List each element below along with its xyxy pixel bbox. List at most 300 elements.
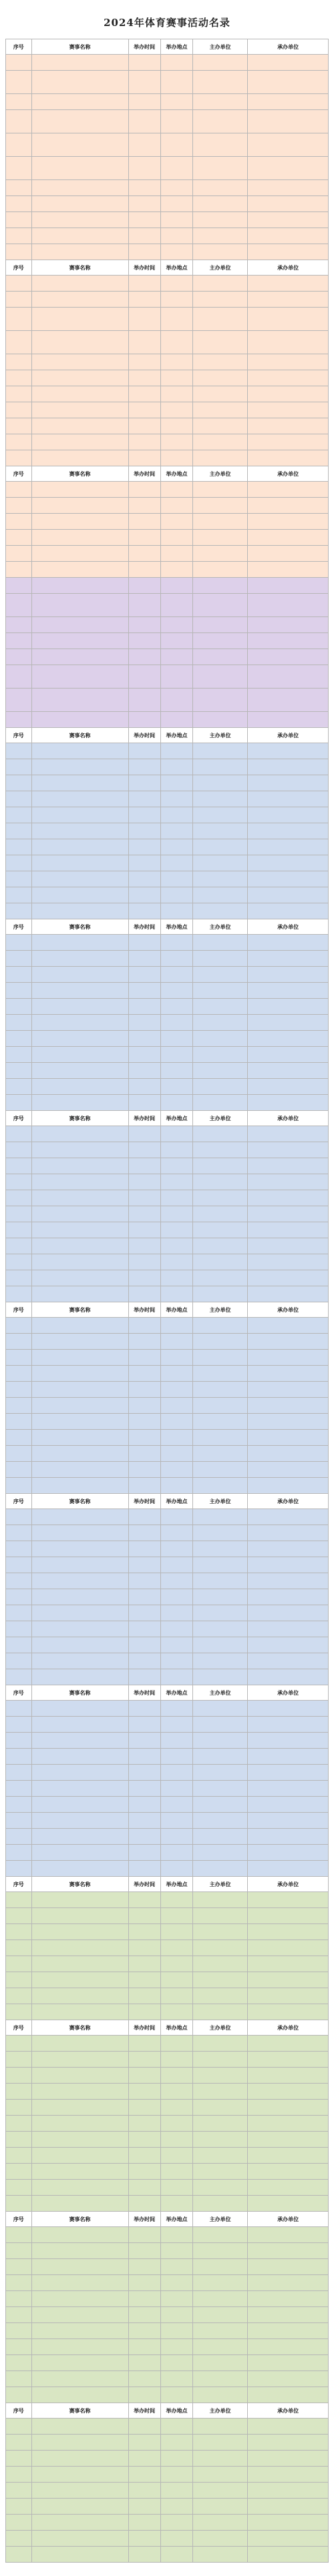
table-row <box>6 1701 329 1717</box>
table-cell <box>248 1557 329 1573</box>
table-cell <box>160 1829 192 1845</box>
table-cell <box>193 482 248 498</box>
table-cell <box>128 157 160 180</box>
table-row <box>6 1972 329 1988</box>
table-cell <box>6 308 32 331</box>
table-cell <box>128 2148 160 2164</box>
table-cell <box>160 665 192 689</box>
table-cell <box>193 1366 248 1382</box>
table-cell <box>6 617 32 633</box>
table-row <box>6 55 329 71</box>
table-cell <box>160 2259 192 2275</box>
table-cell <box>160 1286 192 1302</box>
table-cell <box>31 1940 128 1956</box>
table-row <box>6 2355 329 2371</box>
table-cell <box>193 2100 248 2116</box>
table-cell <box>6 2148 32 2164</box>
column-header: 举办地点 <box>160 2403 192 2419</box>
table-cell <box>6 2515 32 2531</box>
column-header: 赛事名称 <box>31 1302 128 1318</box>
table-row <box>6 1334 329 1350</box>
table-cell <box>6 823 32 839</box>
table-cell <box>31 999 128 1015</box>
table-header-row <box>6 919 329 935</box>
table-cell <box>6 244 32 260</box>
table-cell <box>193 823 248 839</box>
table-cell <box>128 2227 160 2243</box>
table-cell <box>128 2307 160 2323</box>
table-cell <box>31 2164 128 2180</box>
table-row <box>6 276 329 292</box>
table-row <box>6 2180 329 2196</box>
table-cell <box>193 1446 248 1462</box>
table-cell <box>128 1478 160 1494</box>
table-row <box>6 839 329 855</box>
table-cell <box>6 212 32 228</box>
table-cell <box>160 1446 192 1462</box>
table-cell <box>193 759 248 775</box>
table-cell <box>248 1924 329 1940</box>
table-cell <box>6 951 32 967</box>
table-cell <box>248 2116 329 2132</box>
table-cell <box>160 2164 192 2180</box>
table-cell <box>128 2243 160 2259</box>
table-cell <box>128 633 160 649</box>
column-header: 举办地点 <box>160 1302 192 1318</box>
table-cell <box>31 2259 128 2275</box>
table-cell <box>128 1286 160 1302</box>
table-cell <box>248 2132 329 2148</box>
table-cell <box>6 759 32 775</box>
table-cell <box>160 354 192 370</box>
table-cell <box>6 2196 32 2212</box>
table-cell <box>6 594 32 617</box>
table-cell <box>6 228 32 244</box>
table-cell <box>6 2243 32 2259</box>
table-header-row <box>6 466 329 482</box>
table-cell <box>6 1829 32 1845</box>
table-cell <box>160 2435 192 2451</box>
table-cell <box>193 2419 248 2435</box>
table-cell <box>248 418 329 434</box>
table-header-row <box>6 1302 329 1318</box>
table-cell <box>128 791 160 807</box>
table-cell <box>128 196 160 212</box>
table-section <box>6 728 329 919</box>
table-cell <box>128 2275 160 2291</box>
table-cell <box>31 1190 128 1206</box>
table-cell <box>6 887 32 903</box>
table-cell <box>248 1908 329 1924</box>
table-cell <box>6 2339 32 2355</box>
table-row <box>6 1813 329 1829</box>
table-row <box>6 228 329 244</box>
table-cell <box>248 967 329 983</box>
table-section <box>6 578 329 617</box>
table-cell <box>160 2531 192 2547</box>
table-cell <box>193 1845 248 1861</box>
table-cell <box>128 689 160 712</box>
table-row <box>6 2515 329 2531</box>
table-cell <box>6 434 32 450</box>
table-cell <box>193 2371 248 2387</box>
table-cell <box>128 530 160 546</box>
table-cell <box>248 1398 329 1414</box>
table-cell <box>31 903 128 919</box>
table-row <box>6 1924 329 1940</box>
table-cell <box>128 2116 160 2132</box>
table-row <box>6 1589 329 1605</box>
table-cell <box>160 1366 192 1382</box>
table-row <box>6 402 329 418</box>
table-cell <box>31 110 128 133</box>
table-cell <box>6 1797 32 1813</box>
table-row <box>6 133 329 157</box>
table-cell <box>6 1478 32 1494</box>
table-cell <box>248 2036 329 2052</box>
table-cell <box>160 1414 192 1430</box>
table-cell <box>160 2451 192 2467</box>
table-cell <box>193 1972 248 1988</box>
table-cell <box>31 1621 128 1637</box>
column-header: 举办地点 <box>160 1494 192 1509</box>
table-cell <box>160 1079 192 1095</box>
table-cell <box>128 1509 160 1525</box>
table-cell <box>128 370 160 386</box>
table-cell <box>6 1621 32 1637</box>
table-cell <box>248 2515 329 2531</box>
table-row <box>6 578 329 594</box>
table-cell <box>31 1637 128 1653</box>
table-cell <box>128 1334 160 1350</box>
table-cell <box>31 743 128 759</box>
table-cell <box>31 402 128 418</box>
table-cell <box>193 1956 248 1972</box>
table-cell <box>128 71 160 94</box>
table-row <box>6 967 329 983</box>
column-header: 序号 <box>6 2020 32 2036</box>
table-cell <box>248 2323 329 2339</box>
table-cell <box>248 530 329 546</box>
table-cell <box>128 839 160 855</box>
table-cell <box>6 578 32 594</box>
table-cell <box>31 2531 128 2547</box>
table-cell <box>193 775 248 791</box>
table-cell <box>193 791 248 807</box>
table-cell <box>6 1557 32 1573</box>
table-cell <box>6 791 32 807</box>
table-cell <box>160 594 192 617</box>
table-cell <box>31 1573 128 1589</box>
table-cell <box>248 665 329 689</box>
table-cell <box>193 743 248 759</box>
table-cell <box>128 617 160 633</box>
table-cell <box>248 791 329 807</box>
table-cell <box>6 967 32 983</box>
table-cell <box>6 157 32 180</box>
table-cell <box>31 951 128 967</box>
table-row <box>6 1669 329 1685</box>
table-cell <box>128 331 160 354</box>
table-cell <box>128 386 160 402</box>
table-cell <box>6 514 32 530</box>
table-cell <box>248 2148 329 2164</box>
table-cell <box>193 2068 248 2084</box>
table-row <box>6 1222 329 1238</box>
column-header: 赛事名称 <box>31 1877 128 1892</box>
table-cell <box>160 951 192 967</box>
table-cell <box>248 2339 329 2355</box>
table-row <box>6 2275 329 2291</box>
table-cell <box>160 1845 192 1861</box>
table-cell <box>6 1270 32 1286</box>
column-header: 主办单位 <box>193 1302 248 1318</box>
table-row <box>6 1414 329 1430</box>
table-cell <box>128 2451 160 2467</box>
table-row <box>6 157 329 180</box>
table-cell <box>6 1350 32 1366</box>
table-cell <box>193 1749 248 1765</box>
table-cell <box>128 2052 160 2068</box>
table-cell <box>248 1749 329 1765</box>
column-header: 序号 <box>6 466 32 482</box>
table-row <box>6 1142 329 1158</box>
table-cell <box>6 1637 32 1653</box>
table-cell <box>6 1781 32 1797</box>
table-cell <box>160 370 192 386</box>
table-cell <box>248 1270 329 1286</box>
table-cell <box>248 514 329 530</box>
table-cell <box>193 1015 248 1031</box>
table-cell <box>31 983 128 999</box>
table-cell <box>128 2259 160 2275</box>
table-cell <box>248 1286 329 1302</box>
table-cell <box>128 1908 160 1924</box>
table-cell <box>6 743 32 759</box>
table-cell <box>6 2355 32 2371</box>
column-header: 举办时间 <box>128 2212 160 2227</box>
table-cell <box>31 1382 128 1398</box>
table-cell <box>193 180 248 196</box>
table-cell <box>160 2148 192 2164</box>
table-cell <box>31 308 128 331</box>
table-cell <box>6 1765 32 1781</box>
table-cell <box>31 370 128 386</box>
table-cell <box>160 1765 192 1781</box>
table-cell <box>6 196 32 212</box>
table-cell <box>193 935 248 951</box>
table-cell <box>6 1047 32 1063</box>
table-cell <box>248 1334 329 1350</box>
table-cell <box>193 2116 248 2132</box>
table-cell <box>6 2467 32 2483</box>
table-cell <box>193 1861 248 1877</box>
table-cell <box>6 1972 32 1988</box>
table-row <box>6 2499 329 2515</box>
table-cell <box>193 1063 248 1079</box>
table-cell <box>6 1589 32 1605</box>
table-cell <box>6 133 32 157</box>
table-section <box>6 1494 329 1685</box>
table-cell <box>128 999 160 1015</box>
table-cell <box>160 228 192 244</box>
table-cell <box>31 855 128 871</box>
table-cell <box>6 276 32 292</box>
table-row <box>6 855 329 871</box>
table-cell <box>160 110 192 133</box>
table-cell <box>193 617 248 633</box>
table-cell <box>128 1573 160 1589</box>
table-cell <box>248 1222 329 1238</box>
table-cell <box>128 2515 160 2531</box>
table-cell <box>248 1462 329 1478</box>
table-cell <box>31 1334 128 1350</box>
column-header: 举办地点 <box>160 1111 192 1126</box>
table-cell <box>31 2451 128 2467</box>
column-header: 主办单位 <box>193 260 248 276</box>
table-row <box>6 1861 329 1877</box>
table-cell <box>160 308 192 331</box>
table-cell <box>6 1334 32 1350</box>
table-cell <box>193 331 248 354</box>
table-row <box>6 1398 329 1414</box>
table-cell <box>31 196 128 212</box>
table-cell <box>248 1972 329 1988</box>
table-cell <box>193 1238 248 1254</box>
table-cell <box>160 903 192 919</box>
table-cell <box>128 1270 160 1286</box>
table-cell <box>160 2196 192 2212</box>
table-row <box>6 1845 329 1861</box>
table-row <box>6 775 329 791</box>
table-row <box>6 498 329 514</box>
table-cell <box>160 839 192 855</box>
table-cell <box>128 1972 160 1988</box>
table-section <box>6 1685 329 1877</box>
table-cell <box>160 331 192 354</box>
table-cell <box>6 1158 32 1174</box>
table-cell <box>160 94 192 110</box>
table-cell <box>193 1733 248 1749</box>
table-cell <box>248 498 329 514</box>
table-cell <box>6 1286 32 1302</box>
table-cell <box>128 1541 160 1557</box>
column-header: 举办时间 <box>128 919 160 935</box>
column-header: 序号 <box>6 1302 32 1318</box>
table-cell <box>6 1988 32 2004</box>
table-cell <box>160 2483 192 2499</box>
table-cell <box>31 649 128 665</box>
table-cell <box>248 983 329 999</box>
table-cell <box>248 196 329 212</box>
column-header: 承办单位 <box>248 466 329 482</box>
table-cell <box>6 370 32 386</box>
column-header: 主办单位 <box>193 1494 248 1509</box>
table-cell <box>6 2387 32 2403</box>
table-cell <box>248 1350 329 1366</box>
table-cell <box>248 2243 329 2259</box>
column-header: 序号 <box>6 1685 32 1701</box>
table-cell <box>193 1270 248 1286</box>
table-cell <box>6 2291 32 2307</box>
table-cell <box>128 951 160 967</box>
table-cell <box>160 1605 192 1621</box>
table-row <box>6 2451 329 2467</box>
table-cell <box>6 665 32 689</box>
table-cell <box>31 2004 128 2020</box>
column-header: 赛事名称 <box>31 1494 128 1509</box>
table-cell <box>248 1366 329 1382</box>
table-cell <box>193 2004 248 2020</box>
table-cell <box>248 2291 329 2307</box>
table-cell <box>128 2084 160 2100</box>
table-header-row <box>6 1685 329 1701</box>
table-cell <box>128 807 160 823</box>
table-cell <box>128 1350 160 1366</box>
table-cell <box>248 402 329 418</box>
table-cell <box>128 1765 160 1781</box>
table-cell <box>31 1398 128 1414</box>
table-cell <box>160 514 192 530</box>
table-cell <box>6 2084 32 2100</box>
table-cell <box>128 2164 160 2180</box>
table-row <box>6 1462 329 1478</box>
table-row <box>6 2036 329 2052</box>
table-cell <box>193 689 248 712</box>
table-cell <box>160 983 192 999</box>
table-cell <box>128 967 160 983</box>
table-cell <box>6 1031 32 1047</box>
table-cell <box>128 2100 160 2116</box>
table-cell <box>193 2243 248 2259</box>
table-cell <box>160 1334 192 1350</box>
table-cell <box>128 133 160 157</box>
table-cell <box>128 1142 160 1158</box>
table-section <box>6 2020 329 2212</box>
table-cell <box>31 2291 128 2307</box>
table-cell <box>31 1142 128 1158</box>
table-cell <box>248 2419 329 2435</box>
table-row <box>6 2196 329 2212</box>
table-cell <box>31 1222 128 1238</box>
table-cell <box>160 1430 192 1446</box>
table-cell <box>248 807 329 823</box>
table-row <box>6 514 329 530</box>
table-row <box>6 1190 329 1206</box>
table-cell <box>248 354 329 370</box>
table-cell <box>6 2323 32 2339</box>
table-cell <box>160 1254 192 1270</box>
table-cell <box>193 1430 248 1446</box>
column-header: 序号 <box>6 919 32 935</box>
column-header: 承办单位 <box>248 1302 329 1318</box>
table-cell <box>248 55 329 71</box>
table-cell <box>160 1781 192 1797</box>
table-cell <box>128 1653 160 1669</box>
table-cell <box>193 2148 248 2164</box>
table-cell <box>248 855 329 871</box>
table-cell <box>160 1908 192 1924</box>
table-row <box>6 1270 329 1286</box>
table-row <box>6 2547 329 2563</box>
table-cell <box>31 1972 128 1988</box>
table-cell <box>6 2180 32 2196</box>
table-cell <box>128 649 160 665</box>
table-cell <box>6 983 32 999</box>
table-cell <box>248 1733 329 1749</box>
table-cell <box>128 1605 160 1621</box>
table-cell <box>128 2547 160 2563</box>
